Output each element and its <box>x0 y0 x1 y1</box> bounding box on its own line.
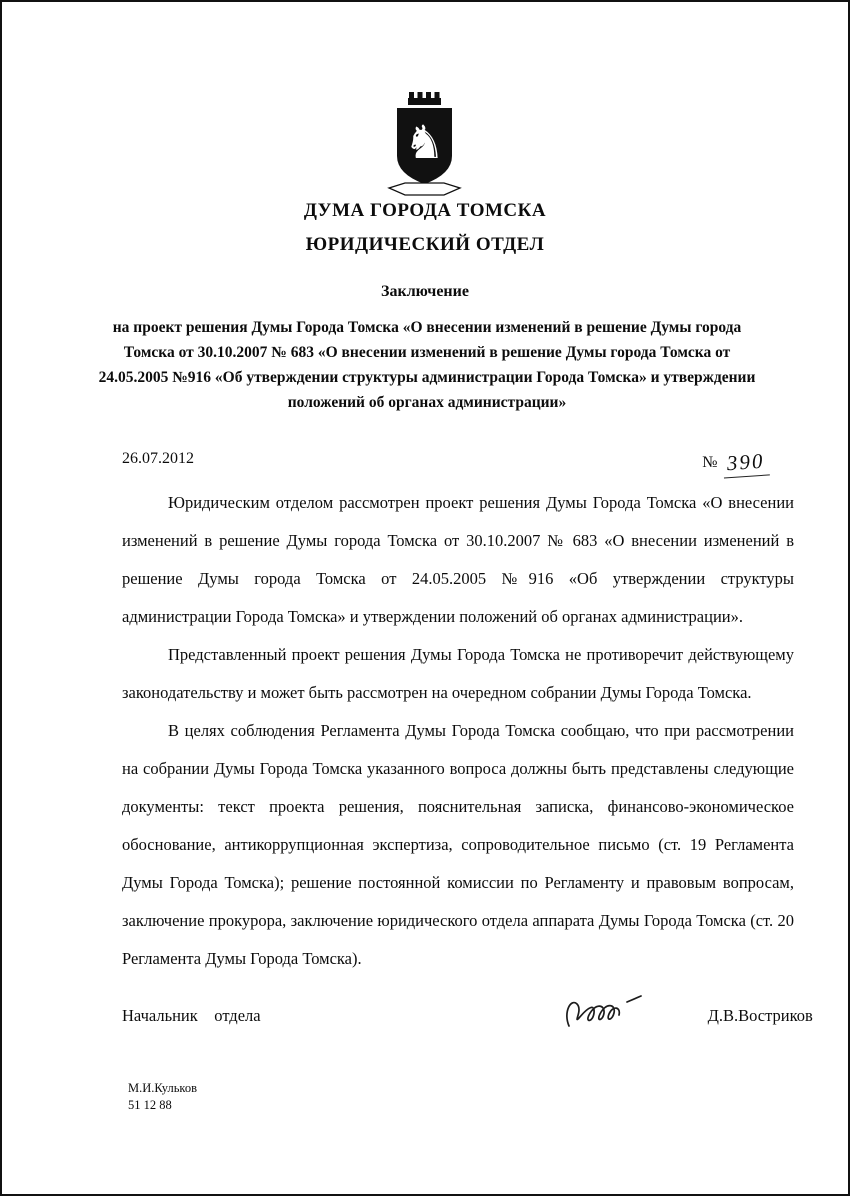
meta-row <box>122 450 792 477</box>
document-date: 26.07.2012 <box>122 450 194 467</box>
department-name: ЮРИДИЧЕСКИЙ ОТДЕЛ <box>305 234 545 255</box>
handwritten-signature <box>561 992 653 1039</box>
horse-icon: ♞ <box>403 115 446 169</box>
number-sign-label: № <box>702 454 718 471</box>
coat-of-arms-icon <box>384 88 466 200</box>
body-paragraph: Представленный проект решения Думы Города Томска не противоречит действующему законодательству и может быть рассмотрен на очередном собрании Думы Города Томска. <box>122 645 794 702</box>
document-number <box>702 450 768 477</box>
body-paragraph: Юридическим отделом рассмотрен проект решения Думы Города Томска «О внесении изменений в решение Думы города Томска от 30.10.2007 № 683 «О внесении изменений в решение Думы города Томска от 24.05.2005 №916 «Об утверждении структуры администрации Города Томска» и утверждении положений об органах администрации». <box>122 493 794 626</box>
executor-info <box>128 1080 197 1114</box>
organization-name: ДУМА ГОРОДА ТОМСКА <box>303 200 547 221</box>
document-body <box>122 484 794 978</box>
document-subject: на проект решения Думы Города Томска «О внесении изменений в решение Думы города Томска от 30.10.2007 № 683 «О внесении изменений в решение Думы города Томска от 24.05.2005 №916 «Об утверждении структуры администрации Города Томска» и утверждении положений об органах администрации» <box>98 319 756 411</box>
signature-icon <box>561 992 653 1034</box>
executor-phone: 51 12 88 <box>128 1098 172 1112</box>
signer-name: Д.В.Востриков <box>707 1005 813 1025</box>
crown-icon <box>408 92 441 105</box>
executor-name: М.И.Кульков <box>128 1081 198 1095</box>
signer-position: Начальник отдела <box>122 1005 261 1025</box>
body-paragraph: В целях соблюдения Регламента Думы Города Томска сообщаю, что при рассмотрении на собрании Думы Города Томска указанного вопроса должны быть представлены следующие документы: текст проекта решения, пояснительная записка, финансово-экономическое обоснование, антикоррупционная экспертиза, сопроводительное письмо (ст. 19 Регламента Думы Города Томска); решение постоянной комиссии по Регламенту и правовым вопросам, заключение прокурора, заключение юридического отдела аппарата Думы Города Томска (ст. 20 Регламента Думы Города Томска). <box>122 721 794 968</box>
handwritten-number: 390 <box>722 448 769 478</box>
signature-block <box>122 992 813 1039</box>
document-type-heading: Заключение <box>381 283 469 300</box>
tomsk-coat-of-arms <box>2 88 848 200</box>
ribbon-icon <box>389 183 460 195</box>
